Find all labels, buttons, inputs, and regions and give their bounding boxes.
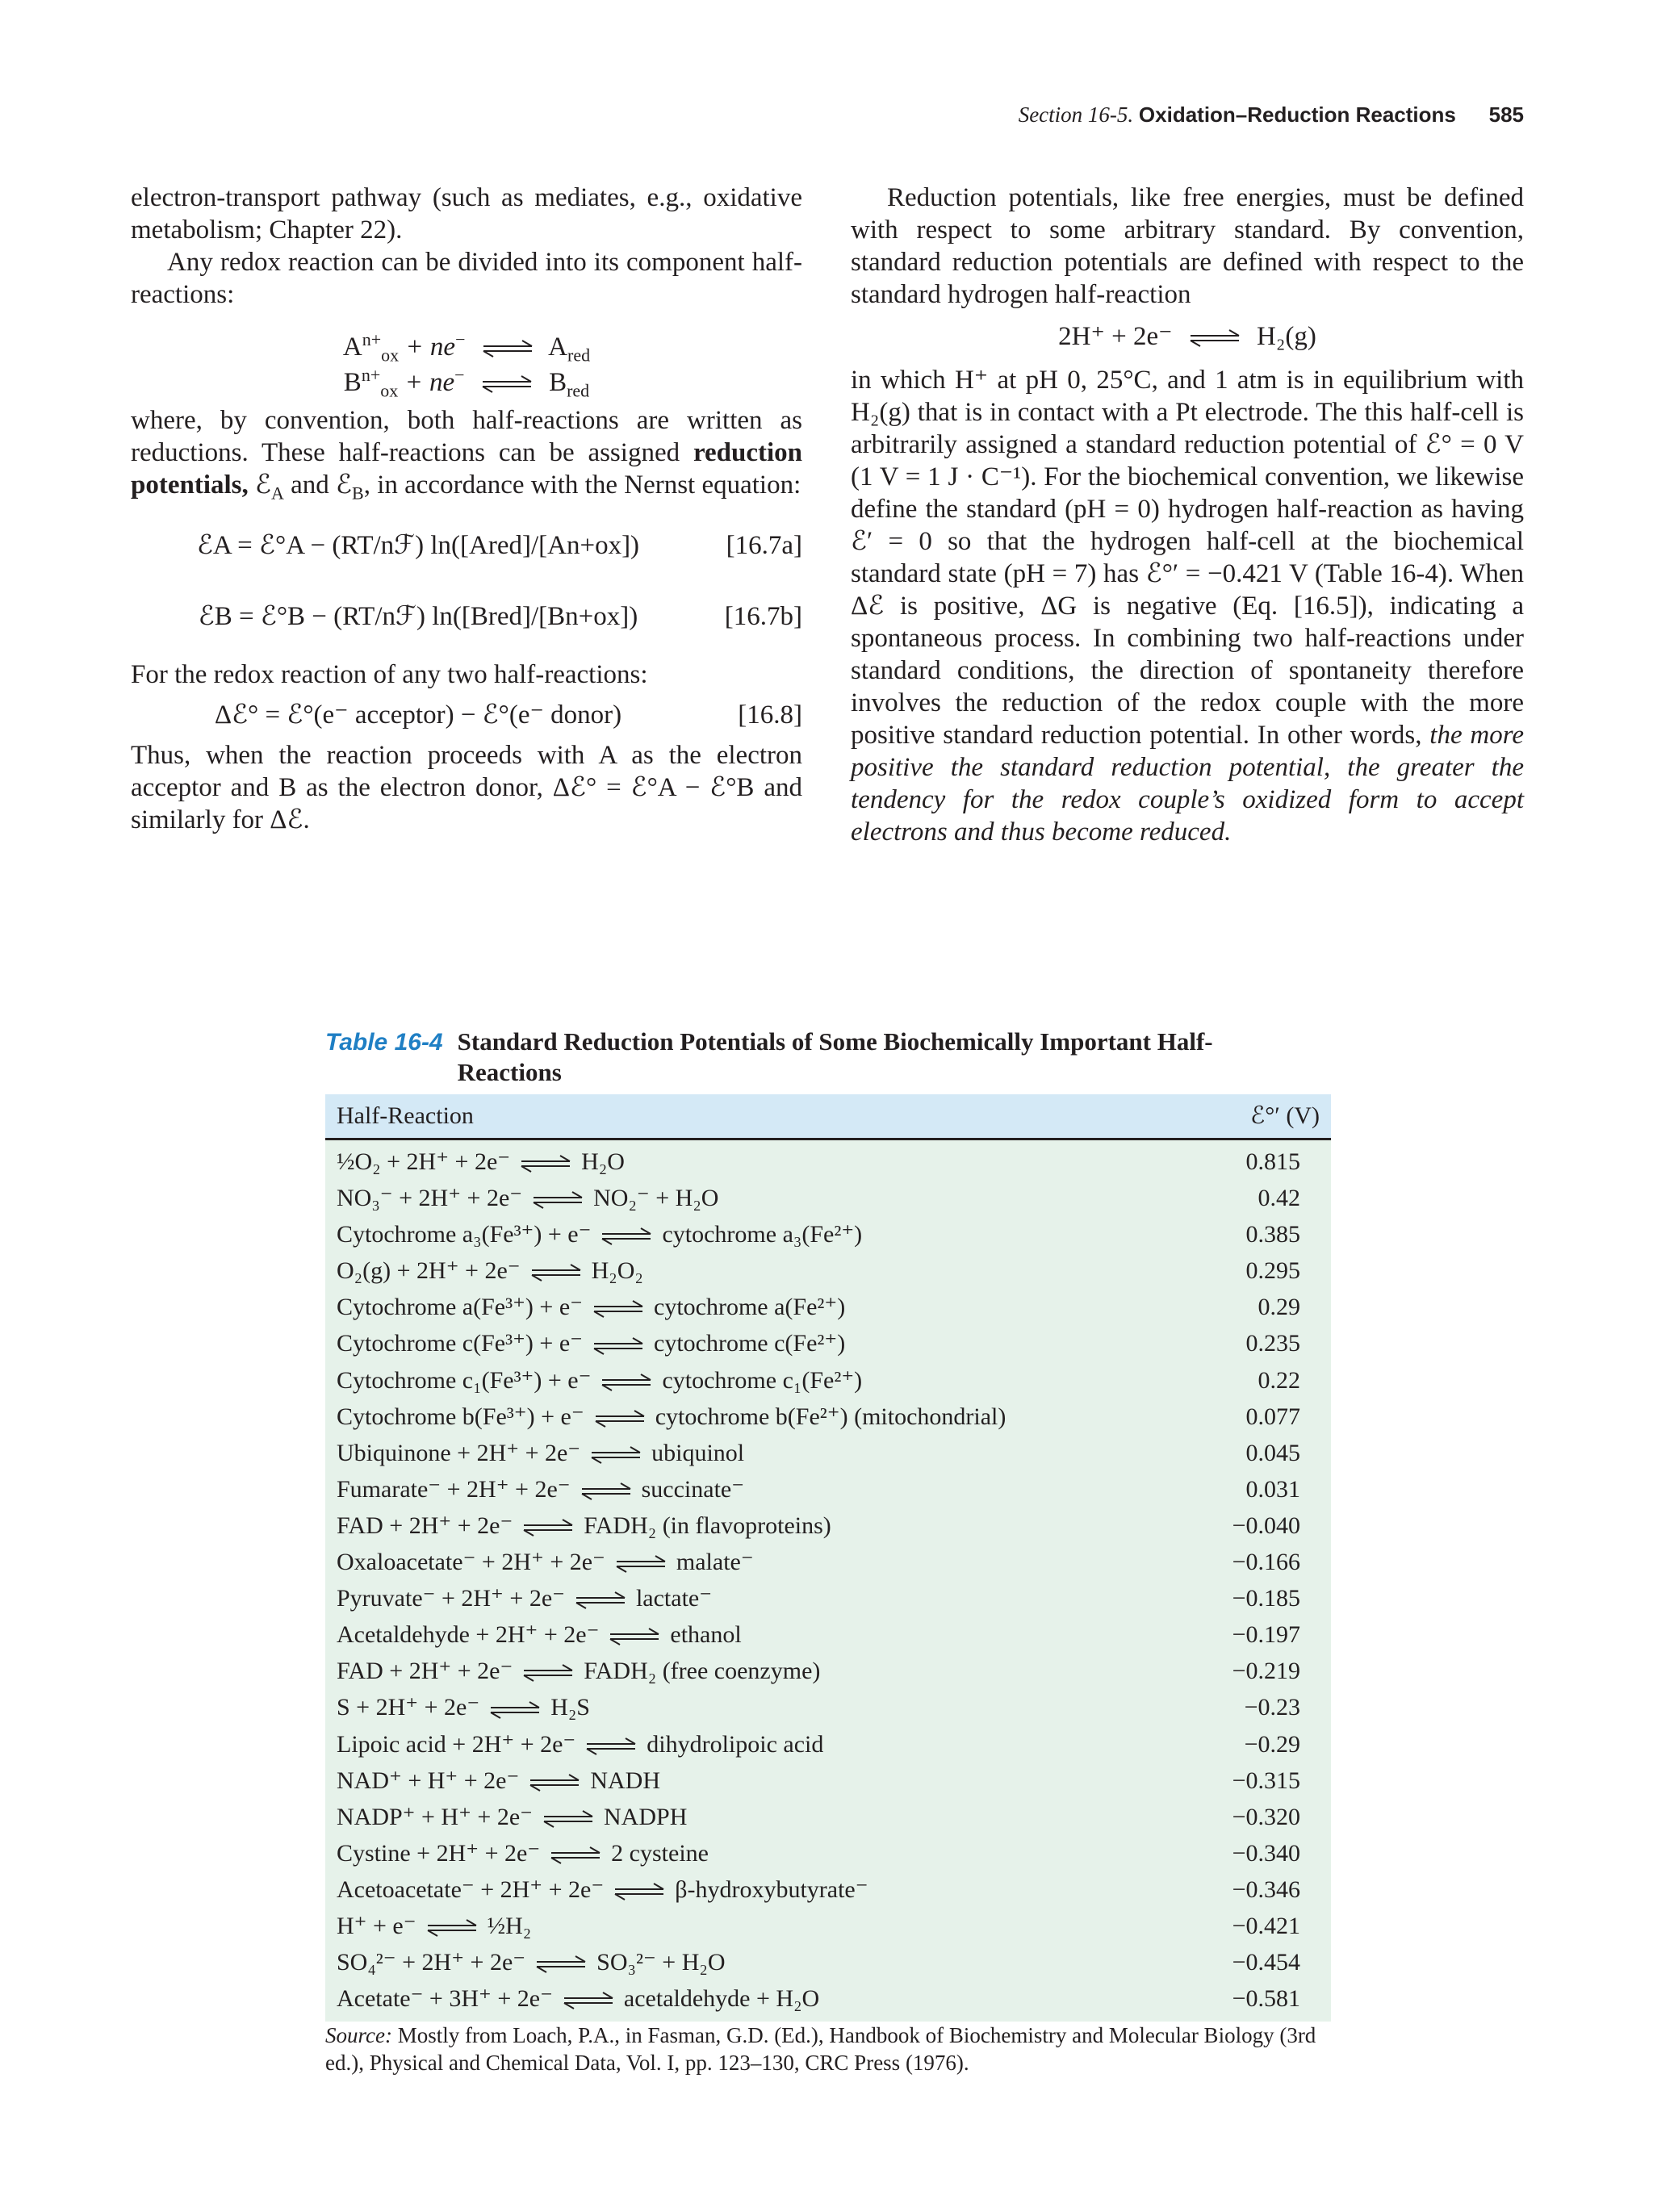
table-row xyxy=(325,1216,1331,1252)
potential-cell: −0.315 xyxy=(1232,1767,1300,1794)
equilibrium-arrow-icon xyxy=(613,1883,665,1900)
equilibrium-arrow-icon xyxy=(481,375,533,393)
equilibrium-arrow-icon xyxy=(594,1410,646,1428)
potential-cell: −0.454 xyxy=(1232,1949,1300,1976)
half-reaction-cell: Cytochrome c₁(Fe³⁺) + e⁻ cytochrome c₁(Fe²⁺) xyxy=(337,1366,863,1394)
table-row xyxy=(325,1689,1331,1725)
potential-cell: −0.346 xyxy=(1232,1875,1300,1903)
potential-cell: −0.581 xyxy=(1232,1985,1300,2013)
potential-cell: −0.040 xyxy=(1232,1512,1300,1539)
equilibrium-arrow-icon xyxy=(529,1774,580,1792)
table-title: Standard Reduction Potentials of Some Biochemically Important Half-Reactions xyxy=(457,1027,1213,1086)
potential-cell: 0.077 xyxy=(1245,1403,1300,1430)
right-paragraph-2: in which H⁺ at pH 0, 25°C, and 1 atm is in equilibrium with H₂(g) that is in contact with a Pt electrode. The this half-cell is arbitrarily assigned a standard reduction potential of ℰ° = 0 V (1 V = 1 J · C⁻¹). For the biochemical convention, we likewise define the standard (pH = 0) hydrogen half-reaction as having ℰ′ = 0 so that the hydrogen half-cell at the biochemical standard state (pH = 7) has ℰ°′ = −0.421 V (Table 16-4). When Δℰ is positive, ΔG is negative (Eq. [16.5]), indicating a spontaneous process. In combining two half-reactions under standard conditions, the direction of spontaneity therefore involves the reduction of the redox couple with the more positive standard reduction potential. In other words, the more positive the standard reduction potential, the greater the tendency for the redox couple’s oxidized form to accept electrons and thus become reduced. xyxy=(851,366,1524,847)
half-reaction-a: $A^{n+}_{ox} + ne^-$ $A_{red}$ xyxy=(342,329,591,366)
table-row xyxy=(325,1180,1331,1216)
equilibrium-arrow-icon xyxy=(535,1955,587,1973)
delta-e-equation: Δℰ° = ℰ°(e⁻ acceptor) − ℰ°(e⁻ donor) [16.8] xyxy=(214,700,802,730)
half-reaction-cell: Cystine + 2H⁺ + 2e⁻ 2 cysteine xyxy=(337,1839,709,1867)
half-reaction-cell: Cytochrome c(Fe³⁺) + e⁻ cytochrome c(Fe²⁺) xyxy=(337,1330,846,1357)
half-reaction-cell: S + 2H⁺ + 2e⁻ H₂S xyxy=(337,1694,590,1721)
equilibrium-arrow-icon xyxy=(592,1337,644,1355)
equilibrium-arrow-icon xyxy=(575,1591,626,1609)
potential-cell: −0.197 xyxy=(1232,1621,1300,1649)
table-caption xyxy=(325,1027,1334,1088)
table-row xyxy=(325,1252,1331,1289)
table-header xyxy=(325,1094,1331,1140)
equation-number: [16.7b] xyxy=(724,601,802,631)
equilibrium-arrow-icon xyxy=(563,1992,614,2009)
table-body xyxy=(325,1140,1331,2022)
nernst-equation-a: ℰA = ℰ°A − (RT/nℱ) ln([Ared]/[An+ox]) [16.7a] xyxy=(196,530,802,560)
equilibrium-arrow-icon xyxy=(522,1519,574,1537)
table-row xyxy=(325,1908,1331,1944)
potential-cell: 0.235 xyxy=(1245,1330,1300,1357)
header-potential: ℰ°′ (V) xyxy=(1250,1102,1320,1129)
left-paragraph-3: where, by convention, both half-reactions are written as reductions. These half-reactions can be assigned reduction potentials, ℰ$_A$ and ℰ$_B$, in accordance with the Nernst equation: xyxy=(131,406,802,504)
potential-cell: −0.320 xyxy=(1232,1803,1300,1830)
equilibrium-arrow-icon xyxy=(489,1701,541,1719)
right-paragraph-1: Reduction potentials, like free energies, must be defined with respect to some arbitrary standard. By convention, standard reduction potentials are defined with respect to the standard hydrogen half-reaction xyxy=(851,183,1524,309)
equilibrium-arrow-icon xyxy=(592,1300,644,1318)
section-title: Oxidation–Reduction Reactions xyxy=(1138,102,1456,127)
half-reaction-cell: Acetaldehyde + 2H⁺ + 2e⁻ ethanol xyxy=(337,1621,742,1649)
half-reaction-cell: Acetoacetate⁻ + 2H⁺ + 2e⁻ β-hydroxybutyrate⁻ xyxy=(337,1875,868,1903)
potential-cell: −0.23 xyxy=(1244,1694,1300,1721)
table-row xyxy=(325,1980,1331,2017)
half-reaction-cell: ½O₂ + 2H⁺ + 2e⁻ H₂O xyxy=(337,1148,625,1175)
table-row xyxy=(325,1616,1331,1653)
potential-cell: 0.295 xyxy=(1245,1257,1300,1285)
half-reaction-b: $B^{n+}_{ox} + ne^-$ $B_{red}$ xyxy=(343,365,590,401)
table-row xyxy=(325,1799,1331,1835)
potential-cell: 0.29 xyxy=(1258,1294,1300,1321)
potential-cell: 0.385 xyxy=(1245,1221,1300,1248)
half-reaction-cell: FAD + 2H⁺ + 2e⁻ FADH₂ (free coenzyme) xyxy=(337,1658,821,1685)
table-row xyxy=(325,1653,1331,1689)
equilibrium-arrow-icon xyxy=(482,340,534,358)
equilibrium-arrow-icon xyxy=(426,1919,478,1937)
left-paragraph-5: Thus, when the reaction proceeds with A as the electron acceptor and B as the electron donor, Δℰ° = ℰ°A − ℰ°B and similarly for Δℰ. xyxy=(131,740,802,834)
equilibrium-arrow-icon xyxy=(530,1264,582,1282)
left-column xyxy=(131,182,802,836)
equilibrium-arrow-icon xyxy=(601,1374,652,1391)
half-reaction-cell: NO₃⁻ + 2H⁺ + 2e⁻ NO₂⁻ + H₂O xyxy=(337,1185,719,1212)
half-reaction-cell: Lipoic acid + 2H⁺ + 2e⁻ dihydrolipoic acid xyxy=(337,1730,824,1758)
equilibrium-arrow-icon xyxy=(580,1482,632,1500)
equilibrium-arrow-icon xyxy=(1189,329,1241,347)
table-row xyxy=(325,1580,1331,1616)
table-row xyxy=(325,1726,1331,1762)
table-row xyxy=(325,1144,1331,1180)
table-row xyxy=(325,1762,1331,1799)
table-row xyxy=(325,1835,1331,1871)
potential-cell: 0.22 xyxy=(1258,1366,1300,1394)
potential-cell: −0.219 xyxy=(1232,1658,1300,1685)
left-paragraph-4: For the redox reaction of any two half-reactions: xyxy=(131,659,648,689)
equation-number: [16.7a] xyxy=(726,530,802,560)
table-row xyxy=(325,1325,1331,1361)
equilibrium-arrow-icon xyxy=(520,1155,571,1173)
potential-cell: 0.42 xyxy=(1258,1185,1300,1212)
reduction-potentials-table xyxy=(325,1094,1331,2022)
table-row xyxy=(325,1399,1331,1435)
table-row xyxy=(325,1544,1331,1580)
half-reaction-cell: Pyruvate⁻ + 2H⁺ + 2e⁻ lactate⁻ xyxy=(337,1585,713,1612)
equilibrium-arrow-icon xyxy=(601,1227,652,1245)
half-reaction-cell: Fumarate⁻ + 2H⁺ + 2e⁻ succinate⁻ xyxy=(337,1475,745,1503)
half-reaction-cell: Cytochrome b(Fe³⁺) + e⁻ cytochrome b(Fe²⁺) (mitochondrial) xyxy=(337,1403,1006,1430)
table-row xyxy=(325,1289,1331,1325)
table-row xyxy=(325,1362,1331,1399)
table-row xyxy=(325,1507,1331,1544)
half-reaction-cell: Acetate⁻ + 3H⁺ + 2e⁻ acetaldehyde + H₂O xyxy=(337,1985,820,2013)
half-reaction-cell: H⁺ + e⁻ ½H₂ xyxy=(337,1912,532,1939)
potential-cell: −0.29 xyxy=(1244,1730,1300,1758)
equilibrium-arrow-icon xyxy=(609,1628,660,1645)
half-reaction-cell: Oxaloacetate⁻ + 2H⁺ + 2e⁻ malate⁻ xyxy=(337,1549,754,1576)
half-reaction-cell: FAD + 2H⁺ + 2e⁻ FADH₂ (in flavoproteins) xyxy=(337,1512,831,1539)
equilibrium-arrow-icon xyxy=(550,1846,601,1864)
potential-cell: 0.815 xyxy=(1245,1148,1300,1175)
potential-cell: −0.166 xyxy=(1232,1549,1300,1576)
left-paragraph-1: electron-transport pathway (such as mediates, e.g., oxidative metabolism; Chapter 22). xyxy=(131,183,802,245)
potential-cell: −0.340 xyxy=(1232,1839,1300,1867)
table-row xyxy=(325,1435,1331,1471)
equation-number: [16.8] xyxy=(738,700,802,730)
equilibrium-arrow-icon xyxy=(615,1555,667,1573)
equilibrium-arrow-icon xyxy=(532,1191,584,1209)
running-header xyxy=(807,98,1524,131)
half-reaction-cell: Cytochrome a(Fe³⁺) + e⁻ cytochrome a(Fe²⁺) xyxy=(337,1294,846,1321)
left-paragraph-2: Any redox reaction can be divided into its component half-reactions: xyxy=(131,248,802,309)
potential-cell: 0.045 xyxy=(1245,1439,1300,1466)
half-reaction-cell: O₂(g) + 2H⁺ + 2e⁻ H₂O₂ xyxy=(337,1257,643,1285)
right-column xyxy=(851,182,1524,848)
potential-cell: 0.031 xyxy=(1245,1475,1300,1503)
table-source-note: Source: Mostly from Loach, P.A., in Fasman, G.D. (Ed.), Handbook of Biochemistry and Molecular Biology (3rd ed.), Physical and Chemical Data, Vol. I, pp. 123–130, CRC Press (1976). xyxy=(325,2023,1316,2075)
header-half-reaction: Half-Reaction xyxy=(337,1102,474,1129)
half-reaction-cell: SO₄²⁻ + 2H⁺ + 2e⁻ SO₃²⁻ + H₂O xyxy=(337,1949,726,1976)
half-reaction-cell: Cytochrome a₃(Fe³⁺) + e⁻ cytochrome a₃(Fe²⁺) xyxy=(337,1221,863,1248)
hydrogen-half-reaction: 2H⁺ + 2e⁻ H₂(g) xyxy=(1058,322,1316,351)
table-row xyxy=(325,1944,1331,1980)
half-reaction-cell: NADP⁺ + H⁺ + 2e⁻ NADPH xyxy=(337,1803,688,1830)
table-row xyxy=(325,1871,1331,1908)
half-reaction-cell: Ubiquinone + 2H⁺ + 2e⁻ ubiquinol xyxy=(337,1439,745,1466)
equilibrium-arrow-icon xyxy=(542,1810,594,1828)
equilibrium-arrow-icon xyxy=(585,1737,637,1755)
nernst-equation-b: ℰB = ℰ°B − (RT/nℱ) ln([Bred]/[Bn+ox]) [16.7b] xyxy=(198,601,802,631)
half-reactions-ab xyxy=(131,322,802,401)
table-row xyxy=(325,1471,1331,1507)
potential-cell: −0.185 xyxy=(1232,1585,1300,1612)
equilibrium-arrow-icon xyxy=(590,1446,642,1464)
half-reaction-cell: NAD⁺ + H⁺ + 2e⁻ NADH xyxy=(337,1767,660,1794)
section-label: Section 16-5. xyxy=(1018,102,1134,127)
equilibrium-arrow-icon xyxy=(522,1664,574,1682)
potential-cell: −0.421 xyxy=(1232,1912,1300,1939)
page-number: 585 xyxy=(1488,102,1524,127)
table-label: Table 16-4 xyxy=(325,1029,443,1056)
